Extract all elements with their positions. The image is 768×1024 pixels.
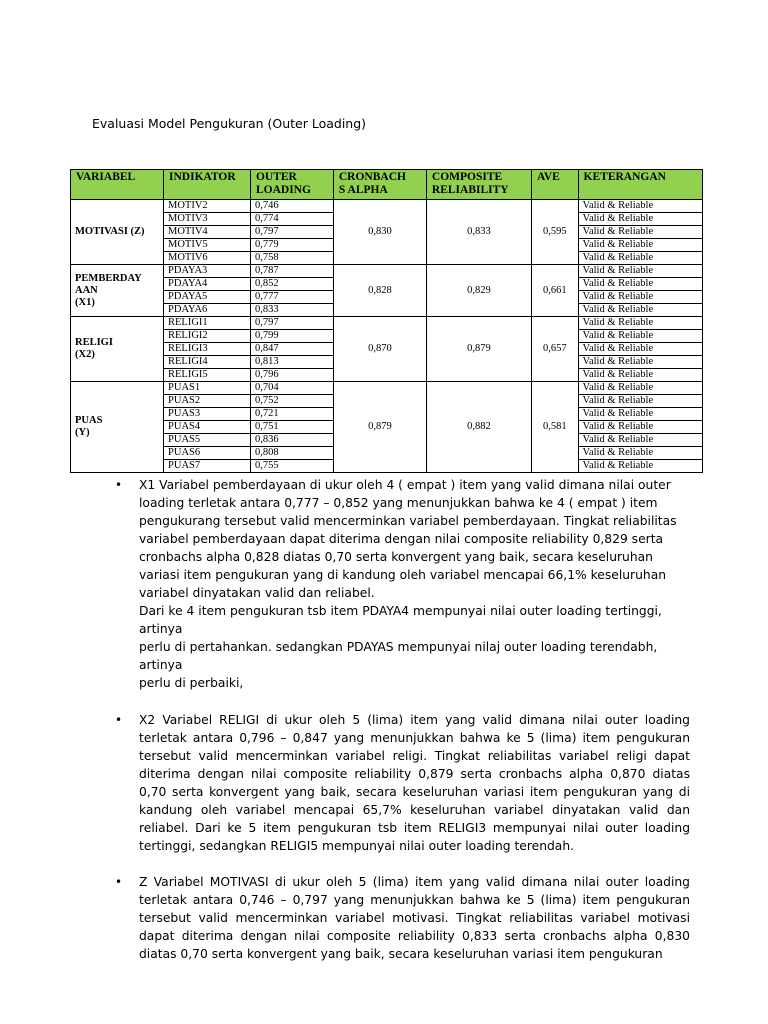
composite-reliability-cell: 0,882 (426, 382, 531, 473)
indicator-cell: PUAS3 (164, 408, 251, 421)
variable-name-line: MOTIVASI (Z) (75, 226, 145, 237)
header-variabel: VARIABEL (71, 170, 164, 200)
indicator-cell: PDAYA6 (164, 304, 251, 317)
header-cronbach-line2: S ALPHA (338, 184, 388, 196)
indicator-cell: PDAYA5 (164, 291, 251, 304)
outer-loading-cell: 0,813 (250, 356, 333, 369)
paragraph-x1-line: pengukurang tersebut valid mencerminkan variabel pemberdayaan. Tingkat reliabilitas (139, 514, 677, 528)
table-row (71, 265, 703, 278)
paragraph-spacer (139, 692, 690, 711)
paragraph-x1-line: loading terletak antara 0,777 – 0,852 yang menunjukkan bahwa ke 4 ( empat ) item (139, 496, 658, 510)
variable-name-line: PEMBERDAY (75, 272, 142, 284)
keterangan-cell: Valid & Reliable (578, 447, 702, 460)
cronbachs-alpha-cell: 0,828 (333, 265, 426, 317)
variable-name-cell (71, 317, 164, 382)
header-cronbachs-alpha (333, 170, 426, 200)
keterangan-cell: Valid & Reliable (578, 200, 702, 213)
variable-name-line: AAN (75, 284, 98, 296)
header-outer-loading-line2: LOADING (255, 184, 311, 196)
table-row (71, 200, 703, 213)
composite-reliability-cell: 0,879 (426, 317, 531, 382)
header-outer-loading (250, 170, 333, 200)
keterangan-cell: Valid & Reliable (578, 252, 702, 265)
keterangan-cell: Valid & Reliable (578, 369, 702, 382)
bullet-icon: • (115, 478, 123, 492)
outer-loading-cell: 0,847 (250, 343, 333, 356)
outer-loading-cell: 0,799 (250, 330, 333, 343)
keterangan-cell: Valid & Reliable (578, 226, 702, 239)
outer-loading-cell: 0,779 (250, 239, 333, 252)
indicator-cell: PDAYA3 (164, 265, 251, 278)
paragraph-x1-line: perlu di pertahankan. sedangkan PDAYAS mempunyai nilaj outer loading terendabh, (139, 640, 658, 654)
outer-loading-cell: 0,787 (250, 265, 333, 278)
outer-loading-cell: 0,808 (250, 447, 333, 460)
table-header-row (71, 170, 703, 200)
indicator-cell: PDAYA4 (164, 278, 251, 291)
page-title: Evaluasi Model Pengukuran (Outer Loading) (92, 116, 367, 131)
keterangan-cell: Valid & Reliable (578, 434, 702, 447)
indicator-cell: RELIGI3 (164, 343, 251, 356)
header-keterangan: KETERANGAN (578, 170, 702, 200)
header-composite-line2: RELIABILITY (431, 184, 509, 196)
paragraph-x1-line: cronbachs alpha 0,828 diatas 0,70 serta konvergent yang baik, secara keseluruhan (139, 550, 653, 564)
header-indikator: INDIKATOR (164, 170, 251, 200)
ave-cell: 0,581 (532, 382, 579, 473)
outer-loading-cell: 0,704 (250, 382, 333, 395)
outer-loading-cell: 0,774 (250, 213, 333, 226)
indicator-cell: RELIGI1 (164, 317, 251, 330)
indicator-cell: PUAS6 (164, 447, 251, 460)
variable-name-line: PUAS (75, 415, 103, 426)
paragraph-spacer (139, 855, 690, 873)
indicator-cell: MOTIV3 (164, 213, 251, 226)
bullet-icon: • (115, 713, 123, 727)
paragraph-x1-line: artinya (139, 658, 183, 672)
indicator-cell: PUAS7 (164, 460, 251, 473)
paragraph-x1-line: perlu di perbaiki, (139, 676, 244, 690)
header-ave: AVE (532, 170, 579, 200)
outer-loading-cell: 0,752 (250, 395, 333, 408)
ave-cell: 0,595 (532, 200, 579, 265)
outer-loading-cell: 0,721 (250, 408, 333, 421)
keterangan-cell: Valid & Reliable (578, 317, 702, 330)
indicator-cell: RELIGI4 (164, 356, 251, 369)
paragraph-x1-line: artinya (139, 622, 183, 636)
header-composite-line1: COMPOSITE (431, 171, 503, 183)
header-outer-loading-line1: OUTER (255, 171, 297, 183)
keterangan-cell: Valid & Reliable (578, 213, 702, 226)
outer-loading-cell: 0,797 (250, 226, 333, 239)
keterangan-cell: Valid & Reliable (578, 330, 702, 343)
indicator-cell: RELIGI2 (164, 330, 251, 343)
paragraph-x1-line: Dari ke 4 item pengukuran tsb item PDAYA4 mempunyai nilai outer loading tertinggi, (139, 604, 662, 618)
keterangan-cell: Valid & Reliable (578, 343, 702, 356)
outer-loading-cell: 0,758 (250, 252, 333, 265)
ave-cell: 0,661 (532, 265, 579, 317)
table-row (71, 317, 703, 330)
composite-reliability-cell: 0,833 (426, 200, 531, 265)
outer-loading-cell: 0,755 (250, 460, 333, 473)
keterangan-cell: Valid & Reliable (578, 304, 702, 317)
variable-name-line: (X2) (75, 349, 95, 360)
outer-loading-cell: 0,833 (250, 304, 333, 317)
keterangan-cell: Valid & Reliable (578, 395, 702, 408)
keterangan-cell: Valid & Reliable (578, 408, 702, 421)
header-composite-reliability (426, 170, 531, 200)
paragraph-x1 (115, 476, 690, 692)
outer-loading-cell: 0,836 (250, 434, 333, 447)
keterangan-cell: Valid & Reliable (578, 291, 702, 304)
outer-loading-cell: 0,746 (250, 200, 333, 213)
table-body (71, 200, 703, 473)
outer-loading-cell: 0,852 (250, 278, 333, 291)
variable-name-cell (71, 200, 164, 265)
table-row (71, 382, 703, 395)
paragraph-x2 (115, 711, 690, 855)
discussion-section (115, 476, 690, 963)
paragraph-x1-line: variabel dinyatakan valid dan reliabel. (139, 586, 375, 600)
paragraph-z-text: Z Variabel MOTIVASI di ukur oleh 5 (lima) item yang valid dimana nilai outer loading terletak antara 0,746 – 0,797 yang menunjukkan bahwa ke 5 (lima) item pengukuran tersebut valid mencerminkan variabel motivasi. Tingkat reliabilitas variabel motivasi dapat diterima dengan nilai composite reliability 0,833 serta cronbachs alpha 0,830 diatas 0,70 serta konvergent yang baik, secara keseluruhan variasi item pengukuran (139, 875, 690, 961)
composite-reliability-cell: 0,829 (426, 265, 531, 317)
variable-name-line: RELIGI (75, 337, 113, 348)
cronbachs-alpha-cell: 0,830 (333, 200, 426, 265)
header-cronbach-line1: CRONBACH (338, 171, 406, 183)
keterangan-cell: Valid & Reliable (578, 278, 702, 291)
cronbachs-alpha-cell: 0,870 (333, 317, 426, 382)
indicator-cell: PUAS4 (164, 421, 251, 434)
keterangan-cell: Valid & Reliable (578, 265, 702, 278)
variable-name-cell (71, 382, 164, 473)
indicator-cell: PUAS5 (164, 434, 251, 447)
paragraph-x1-line: variasi item pengukuran yang di kandung oleh variabel mencapai 66,1% keseluruhan (139, 568, 667, 582)
paragraph-x1-line: variabel pemberdayaan dapat diterima dengan nilai composite reliability 0,829 serta (139, 532, 664, 546)
indicator-cell: MOTIV2 (164, 200, 251, 213)
bullet-icon: • (115, 875, 123, 889)
keterangan-cell: Valid & Reliable (578, 460, 702, 473)
variable-name-line: (Y) (75, 427, 90, 438)
keterangan-cell: Valid & Reliable (578, 239, 702, 252)
outer-loading-cell: 0,797 (250, 317, 333, 330)
variable-name-cell (71, 265, 164, 317)
indicator-cell: PUAS2 (164, 395, 251, 408)
keterangan-cell: Valid & Reliable (578, 421, 702, 434)
cronbachs-alpha-cell: 0,879 (333, 382, 426, 473)
indicator-cell: MOTIV4 (164, 226, 251, 239)
indicator-cell: RELIGI5 (164, 369, 251, 382)
outer-loading-cell: 0,796 (250, 369, 333, 382)
indicator-cell: MOTIV5 (164, 239, 251, 252)
indicator-cell: PUAS1 (164, 382, 251, 395)
paragraph-z (115, 873, 690, 963)
keterangan-cell: Valid & Reliable (578, 356, 702, 369)
paragraph-x2-text: X2 Variabel RELIGI di ukur oleh 5 (lima) item yang valid dimana nilai outer loading terletak antara 0,796 – 0,847 yang menunjukkan bahwa ke 5 (lima) item pengukuran tersebut valid mencerminkan variabel religi. Tingkat reliabilitas variabel religi dapat diterima dengan nilai composite reliability 0,879 serta cronbachs alpha 0,870 diatas 0,70 serta konvergent yang baik, secara keseluruhan variasi item pengukuran yang di kandung oleh variabel mencapai 65,7% keseluruhan variabel dinyatakan valid dan reliabel. Dari ke 5 item pengukuran tsb item RELIGI3 mempunyai nilai outer loading tertinggi, sedangkan RELIGI5 mempunyai nilai outer loading terendah. (139, 713, 690, 853)
paragraph-x1-line: X1 Variabel pemberdayaan di ukur oleh 4 ( empat ) item yang valid dimana nilai outer (139, 478, 671, 492)
ave-cell: 0,657 (532, 317, 579, 382)
outer-loading-table (70, 169, 703, 473)
keterangan-cell: Valid & Reliable (578, 382, 702, 395)
outer-loading-cell: 0,751 (250, 421, 333, 434)
indicator-cell: MOTIV6 (164, 252, 251, 265)
outer-loading-cell: 0,777 (250, 291, 333, 304)
variable-name-line: (X1) (75, 296, 95, 308)
